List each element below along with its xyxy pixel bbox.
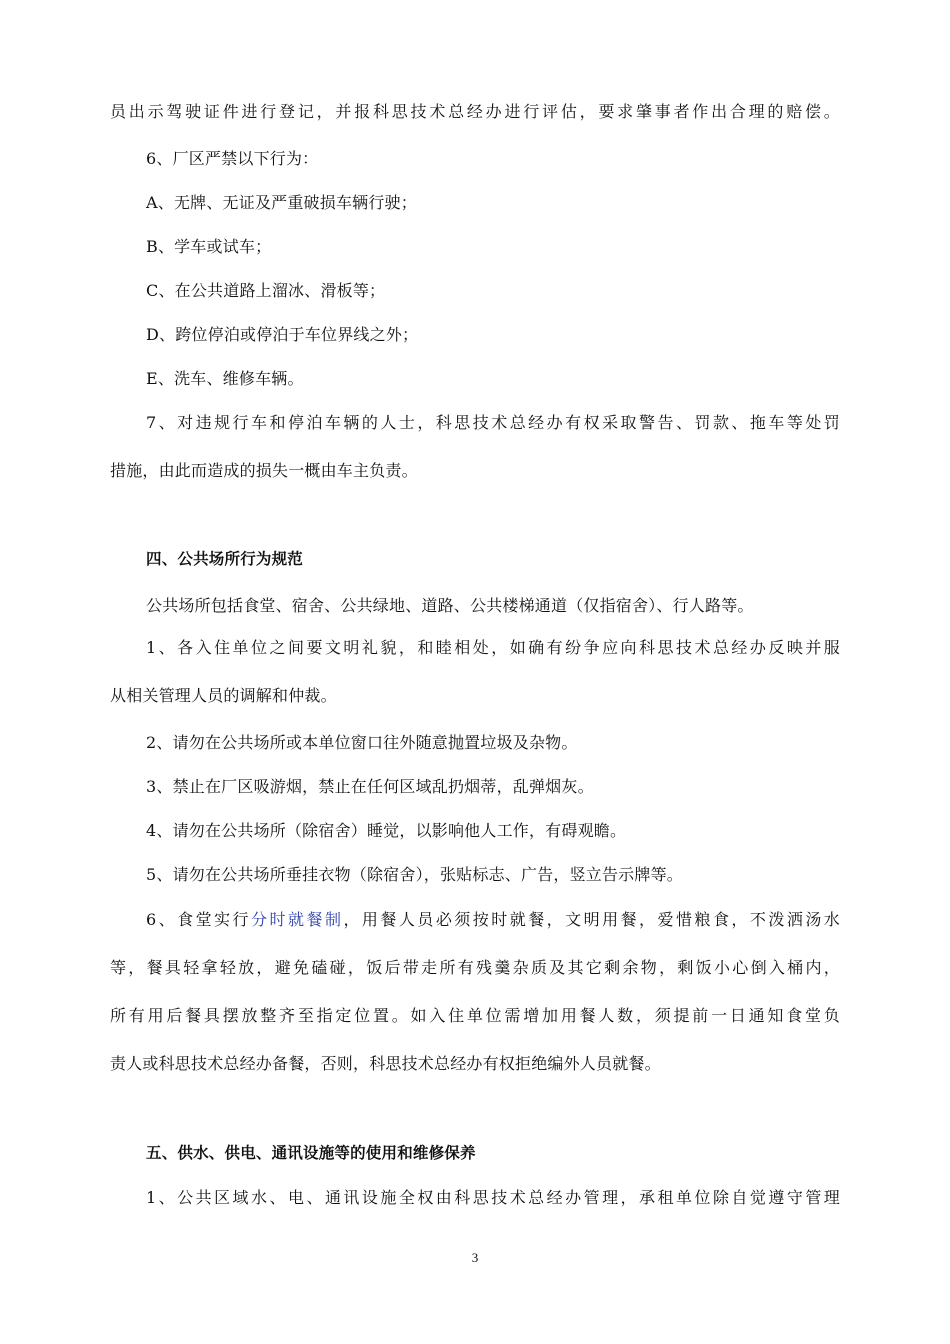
section-4-item-6-line-2: 等，餐具轻拿轻放，避免磕碰，饭后带走所有残羹杂质及其它剩余物，剩饭小心倒入桶内， xyxy=(110,958,840,977)
rule-6-item-e: E、洗车、维修车辆。 xyxy=(146,369,304,388)
rule-7-line-2: 措施，由此而造成的损失一概由车主负责。 xyxy=(110,461,418,480)
section-4-item-4: 4、请勿在公共场所（除宿舍）睡觉，以影响他人工作，有碍观瞻。 xyxy=(146,821,627,840)
rule-6-item-b: B、学车或试车； xyxy=(146,237,272,256)
canteen-prefix: 6、食堂实行 xyxy=(146,910,252,929)
section-4-item-6-line-3: 所有用后餐具摆放整齐至指定位置。如入住单位需增加用餐人数，须提前一日通知食堂负 xyxy=(110,1006,840,1025)
section-4-item-2: 2、请勿在公共场所或本单位窗口往外随意抛置垃圾及杂物。 xyxy=(146,733,578,752)
rule-7-line-1: 7、对违规行车和停泊车辆的人士，科思技术总经办有权采取警告、罚款、拖车等处罚 xyxy=(146,413,840,432)
section-4-item-1-line-2: 从相关管理人员的调解和仲裁。 xyxy=(110,686,337,705)
section-4-heading: 四、公共场所行为规范 xyxy=(146,550,304,568)
section-4-intro: 公共场所包括食堂、宿舍、公共绿地、道路、公共楼梯通道（仅指宿舍）、行人路等。 xyxy=(146,596,754,615)
section-4-item-3: 3、禁止在厂区吸游烟，禁止在任何区域乱扔烟蒂，乱弹烟灰。 xyxy=(146,777,594,796)
section-4-item-6-line-4: 责人或科思技术总经办备餐，否则，科思技术总经办有权拒绝编外人员就餐。 xyxy=(110,1054,661,1073)
paragraph-line: 员出示驾驶证件进行登记，并报科思技术总经办进行评估，要求肇事者作出合理的赔偿。 xyxy=(110,102,840,121)
rule-6-item-a: A、无牌、无证及严重破损车辆行驶； xyxy=(146,193,417,212)
page-number: 3 xyxy=(471,1250,479,1265)
rule-6-title: 6、厂区严禁以下行为： xyxy=(146,149,319,168)
rule-6-item-c: C、在公共道路上溜冰、滑板等； xyxy=(146,281,386,300)
section-4-item-5: 5、请勿在公共场所垂挂衣物（除宿舍），张贴标志、广告，竖立告示牌等。 xyxy=(146,865,683,884)
section-5-heading: 五、供水、供电、通讯设施等的使用和维修保养 xyxy=(146,1144,476,1162)
rule-6-item-d: D、跨位停泊或停泊于车位界线之外； xyxy=(146,325,419,344)
section-5-item-1-line-1: 1、公共区域水、电、通讯设施全权由科思技术总经办管理，承租单位除自觉遵守管理 xyxy=(146,1188,840,1207)
section-4-item-6-line-1 xyxy=(146,910,840,930)
section-4-item-1-line-1: 1、各入住单位之间要文明礼貌，和睦相处，如确有纷争应向科思技术总经办反映并服 xyxy=(146,638,840,657)
canteen-suffix: ，用餐人员必须按时就餐，文明用餐，爱惜粮食，不泼洒汤水 xyxy=(343,910,840,929)
canteen-link[interactable]: 分时就餐制 xyxy=(251,910,344,929)
